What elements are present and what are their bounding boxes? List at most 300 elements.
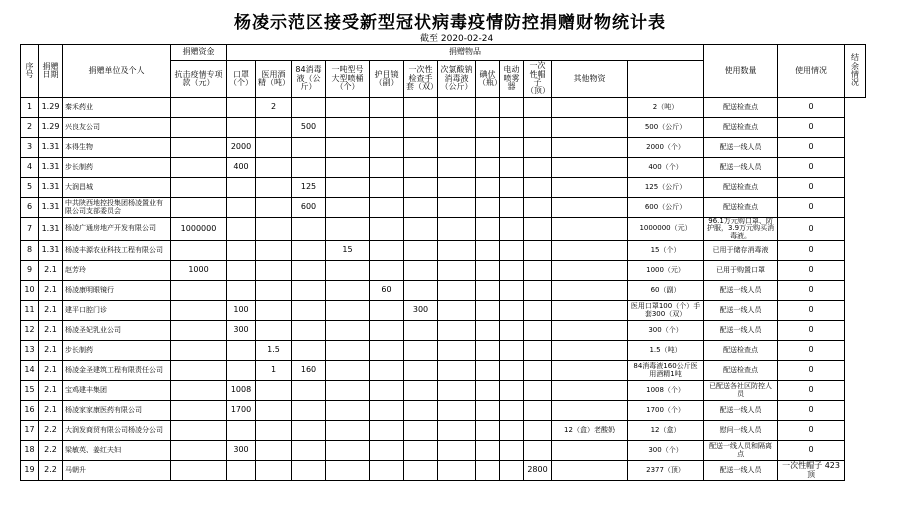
- cell-status: 配送一线人员: [704, 138, 778, 158]
- table-row: [21, 301, 866, 321]
- cell-gloves: [404, 441, 438, 461]
- cell-d84: [292, 321, 326, 341]
- cell-donor: 大润发商贸有限公司杨凌分公司: [63, 421, 171, 441]
- cell-chlorine: [438, 441, 476, 461]
- cell-sprayer: [500, 98, 524, 118]
- cell-date: 1.29: [39, 98, 63, 118]
- cell-amount: 1700（个）: [628, 401, 704, 421]
- cell-balance: 0: [778, 241, 845, 261]
- cell-iodine: [476, 421, 500, 441]
- cell-mask: [227, 341, 256, 361]
- cell-amount: 12（盒）: [628, 421, 704, 441]
- cell-chlorine: [438, 218, 476, 241]
- cell-d84: [292, 381, 326, 401]
- cell-seq: 17: [21, 421, 39, 441]
- cell-other: [552, 441, 628, 461]
- cell-amount: 医用口罩100（个）手套300（双）: [628, 301, 704, 321]
- cell-alcohol: [256, 281, 292, 301]
- cell-mask: [227, 421, 256, 441]
- header-disinfectant84: 84消毒液（公斤）: [292, 61, 326, 98]
- table-row: [21, 361, 866, 381]
- table-row: [21, 421, 866, 441]
- cell-mask: [227, 98, 256, 118]
- cell-other: [552, 118, 628, 138]
- cell-spray: [326, 261, 370, 281]
- cell-goggles: [370, 98, 404, 118]
- cell-goggles: [370, 158, 404, 178]
- cell-seq: 5: [21, 178, 39, 198]
- cell-mask: [227, 281, 256, 301]
- cell-chlorine: [438, 421, 476, 441]
- cell-funds: [171, 461, 227, 481]
- cell-d84: [292, 98, 326, 118]
- cell-seq: 1: [21, 98, 39, 118]
- cell-date: 1.31: [39, 138, 63, 158]
- cell-goggles: 60: [370, 281, 404, 301]
- cell-date: 2.1: [39, 381, 63, 401]
- cell-hats: [524, 198, 552, 218]
- table-row: [21, 158, 866, 178]
- cell-sprayer: [500, 381, 524, 401]
- cell-funds: [171, 301, 227, 321]
- cell-seq: 11: [21, 301, 39, 321]
- cell-date: 2.2: [39, 441, 63, 461]
- cell-gloves: [404, 341, 438, 361]
- cell-iodine: [476, 281, 500, 301]
- header-funds: 抗击疫情专项款（元）: [171, 61, 227, 98]
- cell-other: [552, 301, 628, 321]
- cell-spray: [326, 178, 370, 198]
- cell-date: 2.1: [39, 321, 63, 341]
- cell-iodine: [476, 301, 500, 321]
- table-row: [21, 341, 866, 361]
- cell-alcohol: [256, 138, 292, 158]
- cell-seq: 15: [21, 381, 39, 401]
- header-usage-status: 使用情况: [778, 45, 845, 98]
- cell-seq: 8: [21, 241, 39, 261]
- cell-hats: [524, 281, 552, 301]
- cell-donor: 宝鸡建丰集团: [63, 381, 171, 401]
- cell-spray: [326, 218, 370, 241]
- cell-mask: [227, 178, 256, 198]
- header-donor: 捐赠单位及个人: [63, 45, 171, 98]
- cell-other: [552, 261, 628, 281]
- cell-alcohol: [256, 178, 292, 198]
- cell-other: 12（盒）老酸奶: [552, 421, 628, 441]
- header-spray: 一吨型号大型喷桶（个）: [326, 61, 370, 98]
- cell-balance: 0: [778, 401, 845, 421]
- cell-donor: 步长制药: [63, 158, 171, 178]
- cell-other: [552, 218, 628, 241]
- cell-spray: [326, 281, 370, 301]
- cell-mask: [227, 361, 256, 381]
- header-goggles: 护目镜（副）: [370, 61, 404, 98]
- cell-amount: 1000（元）: [628, 261, 704, 281]
- cell-goggles: [370, 441, 404, 461]
- cell-funds: [171, 158, 227, 178]
- cell-amount: 15（个）: [628, 241, 704, 261]
- cell-amount: 300（个）: [628, 321, 704, 341]
- cell-gloves: [404, 381, 438, 401]
- cell-donor: 步长制药: [63, 341, 171, 361]
- cell-gloves: [404, 241, 438, 261]
- cell-d84: [292, 261, 326, 281]
- cell-goggles: [370, 118, 404, 138]
- cell-gloves: [404, 198, 438, 218]
- cell-donor: 杨凌圣妃乳业公司: [63, 321, 171, 341]
- cell-d84: [292, 301, 326, 321]
- cell-mask: 100: [227, 301, 256, 321]
- cell-d84: 600: [292, 198, 326, 218]
- cell-alcohol: 2: [256, 98, 292, 118]
- cell-alcohol: [256, 381, 292, 401]
- cell-gloves: [404, 461, 438, 481]
- cell-amount: 500（公斤）: [628, 118, 704, 138]
- cell-donor: 大润昌城: [63, 178, 171, 198]
- cell-date: 2.1: [39, 281, 63, 301]
- cell-d84: 160: [292, 361, 326, 381]
- cell-gloves: [404, 261, 438, 281]
- cell-chlorine: [438, 461, 476, 481]
- cell-mask: 2000: [227, 138, 256, 158]
- header-iodine: 碘伏（瓶）: [476, 61, 500, 98]
- cell-d84: [292, 241, 326, 261]
- cell-other: [552, 361, 628, 381]
- cell-hats: [524, 401, 552, 421]
- cell-gloves: [404, 361, 438, 381]
- cell-status: 配送检查点: [704, 198, 778, 218]
- cell-status: 配送一线人员: [704, 158, 778, 178]
- cell-alcohol: 1.5: [256, 341, 292, 361]
- cell-spray: [326, 198, 370, 218]
- cell-date: 1.31: [39, 241, 63, 261]
- cell-goggles: [370, 321, 404, 341]
- cell-goggles: [370, 301, 404, 321]
- cell-d84: [292, 218, 326, 241]
- cell-other: [552, 158, 628, 178]
- cell-status: 慰问一线人员: [704, 421, 778, 441]
- cell-donor: 赵芳玲: [63, 261, 171, 281]
- cell-funds: [171, 138, 227, 158]
- cell-seq: 18: [21, 441, 39, 461]
- header-seq: 序号: [21, 45, 39, 98]
- cell-chlorine: [438, 198, 476, 218]
- cell-spray: [326, 98, 370, 118]
- cell-alcohol: [256, 198, 292, 218]
- cell-d84: [292, 341, 326, 361]
- cell-mask: [227, 118, 256, 138]
- cell-gloves: [404, 281, 438, 301]
- cell-seq: 2: [21, 118, 39, 138]
- cell-sprayer: [500, 301, 524, 321]
- cell-balance: 一次性帽子 423顶: [778, 461, 845, 481]
- cell-date: 1.31: [39, 218, 63, 241]
- header-gloves: 一次性检查手套（双）: [404, 61, 438, 98]
- cell-date: 1.31: [39, 158, 63, 178]
- cell-amount: 600（公斤）: [628, 198, 704, 218]
- cell-chlorine: [438, 381, 476, 401]
- cell-goggles: [370, 218, 404, 241]
- cell-donor: 本得生物: [63, 138, 171, 158]
- cell-hats: [524, 381, 552, 401]
- cell-hats: [524, 321, 552, 341]
- cell-sprayer: [500, 218, 524, 241]
- cell-d84: [292, 461, 326, 481]
- cell-date: 2.2: [39, 461, 63, 481]
- cell-iodine: [476, 461, 500, 481]
- cell-balance: 0: [778, 218, 845, 241]
- cell-goggles: [370, 261, 404, 281]
- cell-gloves: [404, 321, 438, 341]
- cell-amount: 1008（个）: [628, 381, 704, 401]
- cell-sprayer: [500, 241, 524, 261]
- cell-spray: [326, 461, 370, 481]
- cell-iodine: [476, 321, 500, 341]
- header-other: 其他物资: [552, 61, 628, 98]
- cell-d84: 125: [292, 178, 326, 198]
- cell-date: 2.1: [39, 361, 63, 381]
- cell-balance: 0: [778, 158, 845, 178]
- cell-gloves: [404, 401, 438, 421]
- cell-status: 已配送各社区防控人员: [704, 381, 778, 401]
- cell-other: [552, 381, 628, 401]
- cell-iodine: [476, 138, 500, 158]
- cell-chlorine: [438, 118, 476, 138]
- cell-amount: 60（副）: [628, 281, 704, 301]
- cell-chlorine: [438, 241, 476, 261]
- cell-iodine: [476, 98, 500, 118]
- cell-donor: 兴良友公司: [63, 118, 171, 138]
- cell-goggles: [370, 178, 404, 198]
- cell-goggles: [370, 361, 404, 381]
- cell-seq: 10: [21, 281, 39, 301]
- cell-hats: [524, 261, 552, 281]
- table-row: [21, 441, 866, 461]
- cell-chlorine: [438, 301, 476, 321]
- cell-gloves: [404, 178, 438, 198]
- cell-date: 2.1: [39, 301, 63, 321]
- cell-funds: [171, 381, 227, 401]
- cell-funds: [171, 341, 227, 361]
- cell-alcohol: [256, 218, 292, 241]
- cell-seq: 16: [21, 401, 39, 421]
- cell-funds: [171, 281, 227, 301]
- cell-status: 配送一线人员: [704, 281, 778, 301]
- cell-balance: 0: [778, 138, 845, 158]
- cell-sprayer: [500, 138, 524, 158]
- cell-mask: [227, 198, 256, 218]
- cell-other: [552, 461, 628, 481]
- cell-d84: [292, 441, 326, 461]
- cell-balance: 0: [778, 198, 845, 218]
- cell-sprayer: [500, 461, 524, 481]
- cell-amount: 1000000（元）: [628, 218, 704, 241]
- cell-gloves: [404, 118, 438, 138]
- cell-iodine: [476, 178, 500, 198]
- cell-date: 2.2: [39, 421, 63, 441]
- cell-balance: 0: [778, 178, 845, 198]
- cell-balance: 0: [778, 321, 845, 341]
- cell-goggles: [370, 198, 404, 218]
- cell-donor: 杨凌家家康医药有限公司: [63, 401, 171, 421]
- cell-sprayer: [500, 261, 524, 281]
- cell-alcohol: [256, 301, 292, 321]
- cell-other: [552, 241, 628, 261]
- cell-status: 配送一线人员: [704, 461, 778, 481]
- cell-hats: [524, 118, 552, 138]
- cell-funds: [171, 241, 227, 261]
- cell-iodine: [476, 118, 500, 138]
- header-mask: 口罩（个）: [227, 61, 256, 98]
- cell-spray: [326, 158, 370, 178]
- cell-goggles: [370, 241, 404, 261]
- cell-donor: 马朝升: [63, 461, 171, 481]
- cell-hats: [524, 98, 552, 118]
- cell-status: 配送一线人员: [704, 401, 778, 421]
- cell-amount: 84消毒液160公斤医用酒精1吨: [628, 361, 704, 381]
- table-row: [21, 138, 866, 158]
- cell-d84: [292, 158, 326, 178]
- cell-hats: [524, 241, 552, 261]
- table-row: [21, 461, 866, 481]
- cell-goggles: [370, 421, 404, 441]
- cell-other: [552, 281, 628, 301]
- header-sprayer: 电动喷雾器: [500, 61, 524, 98]
- cell-status: 配送一线人员: [704, 321, 778, 341]
- cell-gloves: [404, 158, 438, 178]
- cell-status: 配送一线人员: [704, 301, 778, 321]
- cell-other: [552, 198, 628, 218]
- cell-balance: 0: [778, 441, 845, 461]
- cell-alcohol: [256, 321, 292, 341]
- cell-status: 已用于购置口罩: [704, 261, 778, 281]
- cell-sprayer: [500, 401, 524, 421]
- cell-chlorine: [438, 98, 476, 118]
- cell-spray: [326, 341, 370, 361]
- cell-donor: 杨凌丰源农业科技工程有限公司: [63, 241, 171, 261]
- cell-balance: 0: [778, 301, 845, 321]
- cell-date: 2.1: [39, 261, 63, 281]
- cell-d84: [292, 401, 326, 421]
- cell-spray: [326, 118, 370, 138]
- cell-hats: [524, 158, 552, 178]
- header-funds-group: 捐赠资金: [171, 45, 227, 61]
- cell-iodine: [476, 241, 500, 261]
- table-row: [21, 241, 866, 261]
- cell-date: 1.29: [39, 118, 63, 138]
- header-date: 捐赠日期: [39, 45, 63, 98]
- cell-sprayer: [500, 198, 524, 218]
- cell-mask: [227, 461, 256, 481]
- cell-status: 配送一线人员和隔离点: [704, 441, 778, 461]
- cell-hats: [524, 361, 552, 381]
- cell-seq: 6: [21, 198, 39, 218]
- cell-hats: [524, 138, 552, 158]
- cell-chlorine: [438, 281, 476, 301]
- cell-hats: [524, 301, 552, 321]
- table-row: [21, 118, 866, 138]
- cell-spray: [326, 138, 370, 158]
- cell-donor: 秦禾药业: [63, 98, 171, 118]
- header-balance: 结余情况: [845, 45, 866, 98]
- cell-spray: [326, 301, 370, 321]
- cell-iodine: [476, 401, 500, 421]
- cell-spray: [326, 421, 370, 441]
- cell-balance: 0: [778, 118, 845, 138]
- cell-mask: 1700: [227, 401, 256, 421]
- cell-balance: 0: [778, 98, 845, 118]
- cell-gloves: [404, 421, 438, 441]
- cell-funds: [171, 178, 227, 198]
- cell-mask: 400: [227, 158, 256, 178]
- cell-balance: 0: [778, 381, 845, 401]
- cell-amount: 2（吨）: [628, 98, 704, 118]
- cell-sprayer: [500, 158, 524, 178]
- table-row: [21, 321, 866, 341]
- cell-amount: 2377（顶）: [628, 461, 704, 481]
- cell-iodine: [476, 198, 500, 218]
- cell-status: 96.1万元购口罩、防护服，3.9万元购买消毒液。: [704, 218, 778, 241]
- cell-hats: [524, 341, 552, 361]
- cell-alcohol: [256, 401, 292, 421]
- cell-balance: 0: [778, 281, 845, 301]
- cell-iodine: [476, 158, 500, 178]
- cell-goggles: [370, 461, 404, 481]
- cell-sprayer: [500, 118, 524, 138]
- cell-gloves: 300: [404, 301, 438, 321]
- cell-d84: 500: [292, 118, 326, 138]
- cell-funds: [171, 401, 227, 421]
- cell-chlorine: [438, 158, 476, 178]
- cell-seq: 19: [21, 461, 39, 481]
- cell-iodine: [476, 381, 500, 401]
- cell-goggles: [370, 401, 404, 421]
- cell-hats: [524, 218, 552, 241]
- cell-chlorine: [438, 261, 476, 281]
- table-row: [21, 281, 866, 301]
- table-row: [21, 401, 866, 421]
- cell-hats: [524, 178, 552, 198]
- cell-seq: 13: [21, 341, 39, 361]
- cell-hats: [524, 441, 552, 461]
- cell-seq: 14: [21, 361, 39, 381]
- cell-funds: [171, 98, 227, 118]
- page-title: 杨凌示范区接受新型冠状病毒疫情防控捐赠财物统计表: [234, 13, 666, 33]
- cell-mask: [227, 241, 256, 261]
- header-hats: 一次性帽子（顶）: [524, 61, 552, 98]
- cell-funds: [171, 441, 227, 461]
- cell-amount: 1.5（吨）: [628, 341, 704, 361]
- cell-hats: [524, 421, 552, 441]
- cell-sprayer: [500, 321, 524, 341]
- cell-date: 2.1: [39, 401, 63, 421]
- header-goods-group: 捐赠物品: [227, 45, 704, 61]
- cell-date: 1.31: [39, 178, 63, 198]
- cell-chlorine: [438, 341, 476, 361]
- cell-balance: 0: [778, 261, 845, 281]
- cell-gloves: [404, 138, 438, 158]
- cell-other: [552, 401, 628, 421]
- cell-balance: 0: [778, 341, 845, 361]
- cell-seq: 12: [21, 321, 39, 341]
- cell-chlorine: [438, 138, 476, 158]
- cell-date: 1.31: [39, 198, 63, 218]
- cell-alcohol: [256, 441, 292, 461]
- cell-other: [552, 138, 628, 158]
- header-alcohol: 医用酒精（吨）: [256, 61, 292, 98]
- cell-hats: 2800: [524, 461, 552, 481]
- cell-gloves: [404, 218, 438, 241]
